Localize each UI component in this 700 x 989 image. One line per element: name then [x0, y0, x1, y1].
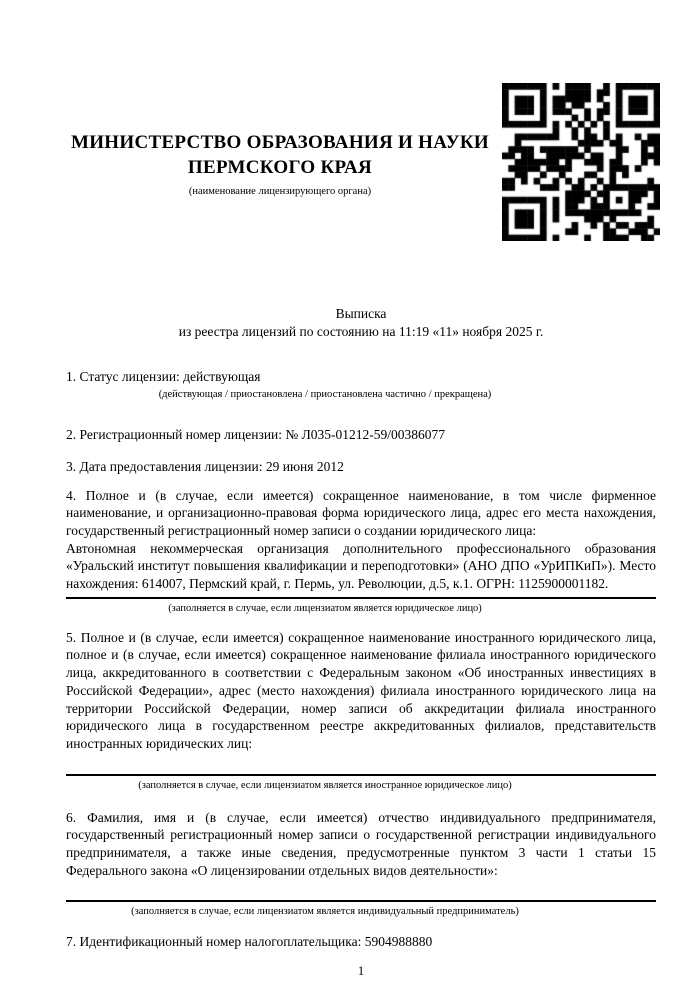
- field-taxpayer-number: 7. Идентификационный номер налогоплательщика: 5904988880: [66, 934, 433, 950]
- document-header: [0, 0, 700, 255]
- field-grant-date: 3. Дата предоставления лицензии: 29 июня 2012: [66, 458, 344, 474]
- license-status-caption: (действующая / приостановлена / приостановлена частично / прекращена): [158, 389, 492, 401]
- individual-entrepreneur-caption: (заполняется в случае, если лицензиатом является индивидуальный предприниматель): [131, 906, 519, 918]
- page-number: 1: [357, 964, 365, 979]
- field-foreign-entity: [66, 629, 656, 792]
- legal-entity-answer: Автономная некоммерческая организация дополнительного профессионального образования «Уральский институт повышения квалификации и переподготовки» (АНО ДПО «УрИПКиП»). Место нахождения: 614007, Пермский край, г. Пермь, ул. Революции, д.5, к.1. ОГРН: 1125900001182.: [66, 540, 656, 592]
- fill-in-line: [66, 900, 656, 902]
- document-title: [66, 305, 656, 340]
- field-individual-entrepreneur: [66, 809, 656, 919]
- field-legal-entity: [66, 487, 656, 615]
- field-registration-number: 2. Регистрационный номер лицензии: № Л035-01212-59/00386077: [66, 427, 446, 443]
- legal-entity-caption: (заполняется в случае, если лицензиатом является юридическое лицо): [168, 602, 482, 614]
- qr-code-icon: [502, 83, 660, 241]
- licensing-authority: [20, 130, 540, 198]
- fill-in-line: [66, 774, 656, 776]
- document-title-line1: Выписка: [335, 306, 387, 321]
- document-body: [0, 305, 700, 981]
- field-license-status: [66, 368, 656, 401]
- license-status-value: 1. Статус лицензии: действующая: [66, 369, 261, 385]
- foreign-entity-question: 5. Полное и (в случае, если имеется) сокращенное наименование иностранного юридического лица, полное и (в случае, если имеется) сокращенное наименование филиала иностранного юридического лица, аккредитованного в соответствии с Федеральным законом «Об иностранных инвестициях в Российской Федерации», адрес (место нахождения) филиала иностранного юридического лица на территории Российской Федерации, номер записи об аккредитации филиала иностранного юридического лица в государственном реестре аккредитованных филиалов, представительств иностранных юридических лиц:: [66, 629, 656, 751]
- legal-entity-question: 4. Полное и (в случае, если имеется) сокращенное наименование, в том числе фирменное наименование, и организационно-правовая форма юридического лица, адрес его места нахождения, государственный регистрационный номер записи о создании юридического лица:: [66, 487, 656, 538]
- document-title-line2: из реестра лицензий по состоянию на 11:19 «11» ноября 2025 г.: [178, 323, 544, 339]
- foreign-entity-caption: (заполняется в случае, если лицензиатом является иностранное юридическое лицо): [138, 779, 512, 791]
- ministry-name-line2: ПЕРМСКОГО КРАЯ: [187, 157, 373, 178]
- ministry-name: [20, 130, 540, 180]
- individual-entrepreneur-question: 6. Фамилия, имя и (в случае, если имеется) отчество индивидуального предпринимателя, государственный регистрационный номер записи о государственной регистрации индивидуального предпринимателя, а также иные сведения, предусмотренные пунктом 3 части 1 статьи 15 Федерального закона «О лицензировании отдельных видов деятельности»:: [66, 809, 656, 878]
- ministry-caption: (наименование лицензирующего органа): [188, 186, 372, 197]
- ministry-name-line1: МИНИСТЕРСТВО ОБРАЗОВАНИЯ И НАУКИ: [70, 132, 490, 153]
- fill-in-line: [66, 597, 656, 599]
